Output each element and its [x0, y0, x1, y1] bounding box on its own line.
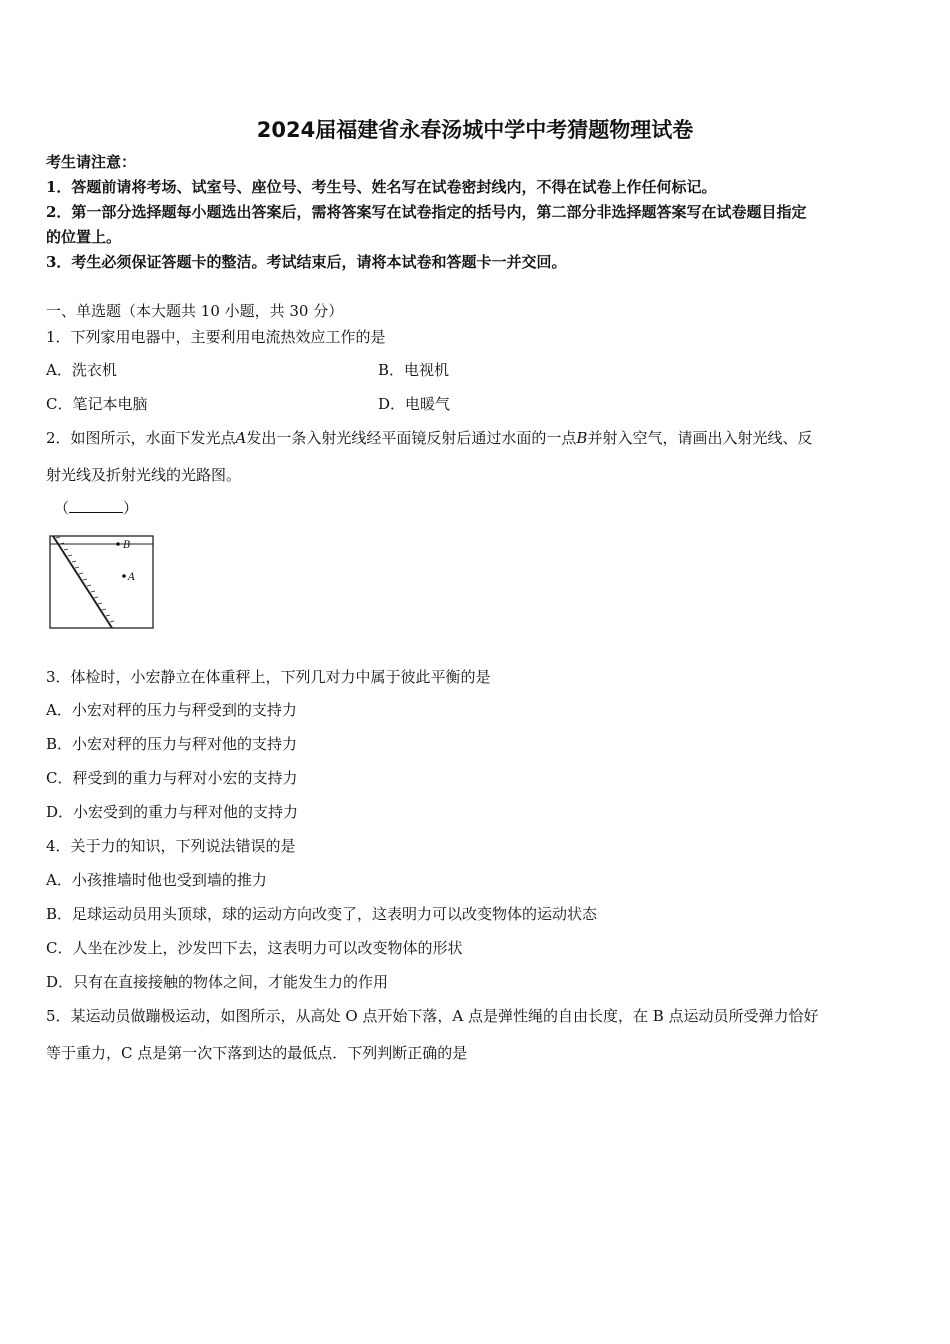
- q3-stem: 3．体检时，小宏静立在体重秤上，下列几对力中属于彼此平衡的是: [46, 668, 491, 686]
- q3-option-d: D．小宏受到的重力与秤对他的支持力: [46, 803, 299, 821]
- notice-item-1: 1．答题前请将考场、试室号、座位号、考生号、姓名写在试卷密封线内，不得在试卷上作任何标记。: [46, 178, 717, 196]
- q1-option-b: B．电视机: [378, 361, 450, 379]
- notice-item-2-cont: 的位置上。: [46, 228, 122, 246]
- q2-stem-part3: 并射入空气，请画出入射光线、反: [587, 429, 813, 447]
- point-a-dot: [122, 574, 126, 578]
- q5-stem-line1: 5．某运动员做蹦极运动，如图所示，从高处 O 点开始下落，A 点是弹性绳的自由长度，在 B 点运动员所受弹力恰好: [46, 1007, 819, 1025]
- q2-stem-line1: [46, 428, 812, 448]
- answer-close-paren: ）: [123, 499, 139, 517]
- q2-label-b: B: [576, 429, 588, 447]
- mirror-hatching: [56, 537, 114, 622]
- notice-item-3: 3．考生必须保证答题卡的整洁。考试结束后，请将本试卷和答题卡一并交回。: [46, 253, 567, 271]
- q1-option-d: D．电暖气: [378, 395, 451, 413]
- q2-stem-line2: 射光线及折射光线的光路图。: [46, 466, 242, 484]
- section-heading: 一、单选题（本大题共 10 小题，共 30 分）: [46, 302, 344, 320]
- point-b-dot: [116, 542, 120, 546]
- q5-stem-line2: 等于重力，C 点是第一次下落到达的最低点．下列判断正确的是: [46, 1044, 468, 1062]
- q4-option-d: D．只有在直接接触的物体之间，才能发生力的作用: [46, 973, 389, 991]
- notice-item-2: 2．第一部分选择题每小题选出答案后，需将答案写在试卷指定的括号内，第二部分非选择题答案写在试卷题目指定: [46, 203, 807, 221]
- q3-option-b: B．小宏对秤的压力与秤对他的支持力: [46, 735, 298, 753]
- q1-option-c: C．笔记本电脑: [46, 395, 148, 413]
- q2-answer-blank: [54, 498, 138, 518]
- q4-stem: 4．关于力的知识，下列说法错误的是: [46, 837, 296, 855]
- q2-label-a: A: [235, 429, 247, 447]
- q2-stem-part1: 2．如图所示，水面下发光点: [46, 429, 236, 447]
- point-b-label: B: [123, 540, 131, 551]
- notice-heading: 考生请注意：: [46, 153, 137, 171]
- plane-mirror: [53, 536, 112, 628]
- q3-option-c: C．秤受到的重力与秤对小宏的支持力: [46, 769, 298, 787]
- q4-option-c: C．人坐在沙发上，沙发凹下去，这表明力可以改变物体的形状: [46, 939, 463, 957]
- exam-title: 2024届福建省永春汤城中学中考猜题物理试卷: [256, 118, 694, 142]
- q1-option-a: A．洗衣机: [46, 361, 117, 379]
- q1-stem: 1．下列家用电器中，主要利用电流热效应工作的是: [46, 328, 386, 346]
- answer-open-paren: （: [54, 499, 70, 517]
- answer-blank-line[interactable]: [69, 498, 123, 513]
- q3-option-a: A．小宏对秤的压力与秤受到的支持力: [46, 701, 297, 719]
- q2-figure: [44, 532, 156, 632]
- q4-option-a: A．小孩推墙时他也受到墙的推力: [46, 871, 267, 889]
- q4-option-b: B．足球运动员用头顶球，球的运动方向改变了，这表明力可以改变物体的运动状态: [46, 905, 598, 923]
- q2-stem-part2: 发出一条入射光线经平面镜反射后通过水面的一点: [246, 429, 577, 447]
- point-a-label: A: [128, 572, 136, 583]
